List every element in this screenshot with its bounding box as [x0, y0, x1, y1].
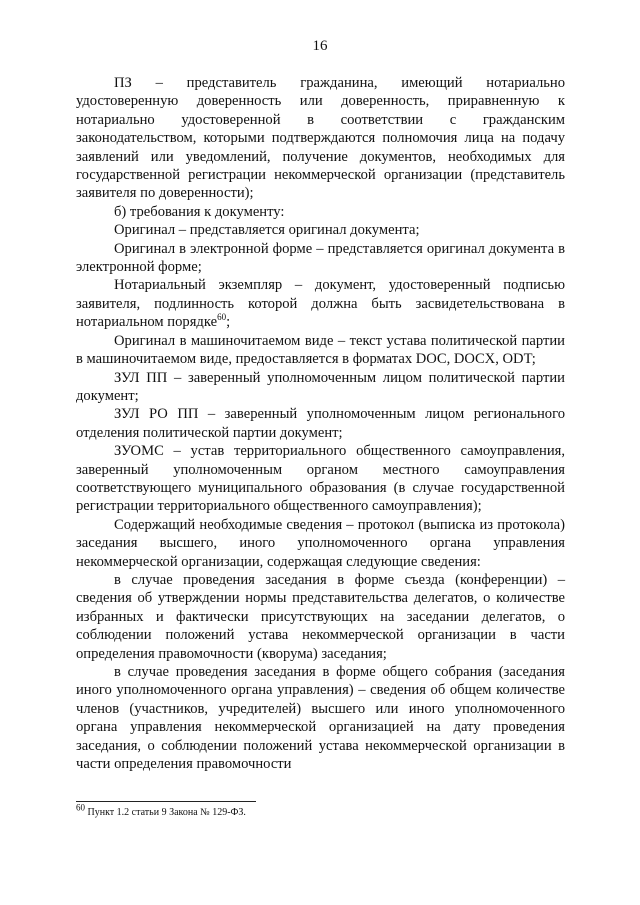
footnote-text: Пункт 1.2 статьи 9 Закона № 129-ФЗ. — [85, 807, 246, 818]
paragraph-original: Оригинал – представляется оригинал документа; — [114, 222, 420, 239]
paragraph-notary-copy — [76, 276, 565, 331]
page-number: 16 — [312, 38, 328, 54]
notary-copy-tail: ; — [226, 314, 231, 331]
footnote-reference: 60 — [217, 312, 227, 323]
document-body — [76, 74, 565, 773]
paragraph-zul-ro-pp: ЗУЛ РО ПП – заверенный уполномоченным лицом регионального отделения политической партии документ; — [76, 406, 565, 441]
paragraph-general-meeting-case: в случае проведения заседания в форме общего собрания (заседания иного уполномоченного органа управления) – сведения об общем количестве членов (участников, учредителей) высшего или иного уполномоченного органа управления некоммерческой организацией на дату проведения заседания, о соблюдении положений устава некоммерческой организации в части определения правомочности — [76, 664, 565, 773]
paragraph-zul-pp: ЗУЛ ПП – заверенный уполномоченным лицом политической партии документ; — [76, 369, 565, 404]
footnote-divider — [76, 801, 256, 802]
footnote-number: 60 — [76, 802, 85, 813]
paragraph-original-electronic: Оригинал в электронной форме – представляется оригинал документа в электронной форме; — [76, 240, 565, 276]
paragraph-congress-case: в случае проведения заседания в форме съезда (конференции) – сведения об утверждении нормы представительства делегатов, о количестве избранных и фактически присутствующих на заседании делегатов, о соблюдении положений устава некоммерческой организации в части определения правомочности (кворума) заседания; — [76, 571, 565, 662]
footnote — [76, 802, 565, 819]
paragraph-document-requirements: б) требования к документу: — [114, 203, 285, 220]
paragraph-pz-definition: ПЗ – представитель гражданина, имеющий нотариально удостоверенную доверенность или доверенность, приравненную к нотариально удостоверенной в соответствии с гражданским законодательством, которыми подтверждаются полномочия лица на подачу заявлений или уведомлений, получение документов, необходимых для государственной регистрации некоммерческой организации (представитель заявителя по доверенности); — [76, 75, 565, 202]
paragraph-original-machine-readable: Оригинал в машиночитаемом виде – текст устава политической партии в машиночитаемом виде, предоставляется в форматах DOC, DOCX, ODT; — [76, 332, 565, 368]
paragraph-zuoms: ЗУОМС – устав территориального общественного самоуправления, заверенный уполномоченным органом местного самоуправления соответствующего муниципального образования (в случае государственной регистрации территориального общественного самоуправления); — [76, 443, 565, 515]
paragraph-required-information: Содержащий необходимые сведения – протокол (выписка из протокола) заседания высшего, иного уполномоченного органа управления некоммерческой организации, содержащая следующие сведения: — [76, 516, 565, 570]
notary-copy-text: Нотариальный экземпляр – документ, удостоверенный подписью заявителя, подлинность которой должна быть засвидетельствована в нотариальном порядке — [76, 277, 565, 331]
